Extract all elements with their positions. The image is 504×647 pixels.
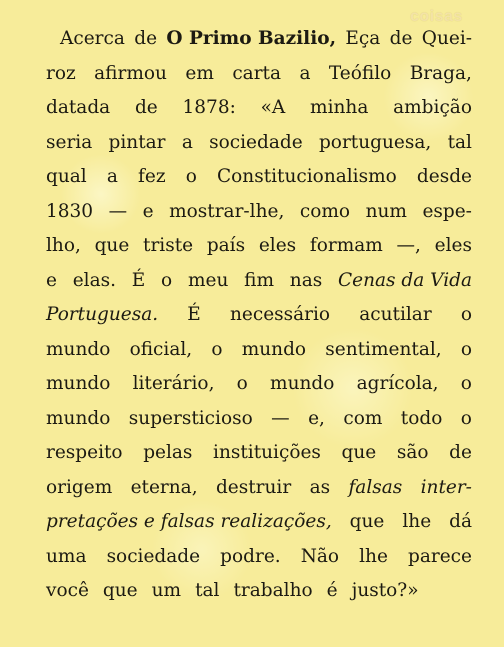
word: desde: [416, 166, 472, 187]
word: seria: [46, 131, 93, 153]
text-line-10: [46, 333, 472, 368]
text-line-15: [46, 505, 472, 540]
text-line-2: [46, 57, 472, 92]
word: a: [299, 62, 311, 84]
word: um: [151, 580, 182, 601]
word: pelas: [143, 442, 193, 463]
word: origem: [46, 476, 113, 498]
word: minha: [310, 97, 369, 118]
text-line-16: [46, 540, 472, 575]
word: que: [102, 580, 138, 601]
text-line-13: [46, 436, 472, 471]
word: eles: [434, 235, 472, 256]
word: mundo: [46, 407, 111, 429]
text-line-1: [46, 22, 472, 57]
word: mundo: [270, 373, 335, 394]
text-line-17: [46, 574, 472, 609]
word: sentimental,: [325, 338, 442, 360]
word: num: [365, 200, 407, 222]
word: as: [309, 476, 331, 498]
book-title-italic: Portuguesa.: [46, 304, 159, 325]
word: —,: [396, 235, 421, 256]
text-line-6: [46, 195, 472, 230]
emphasis-italic: pretações e falsas realizações,: [46, 511, 332, 532]
word: país: [206, 235, 246, 256]
quote-paragraph: [46, 22, 472, 609]
word: que: [349, 511, 385, 532]
word: o: [460, 373, 472, 394]
word: lhe: [359, 545, 388, 567]
text-line-11: [46, 367, 472, 402]
word: tal: [195, 580, 220, 601]
word: portuguesa,: [318, 131, 432, 153]
word: de: [449, 442, 472, 463]
word: nas: [289, 269, 323, 291]
word: —: [271, 407, 290, 429]
word: 1830: [46, 200, 94, 222]
emphasis-italic: inter-: [420, 476, 472, 498]
word: oficial,: [129, 338, 193, 360]
word: parece: [407, 545, 472, 567]
word: Braga,: [409, 62, 472, 84]
word: fim: [244, 269, 275, 291]
word: o: [211, 338, 223, 360]
word: agrícola,: [356, 373, 439, 394]
word: todo: [400, 407, 443, 429]
word: respeito: [46, 442, 123, 463]
word: tal: [447, 131, 472, 153]
word: o: [460, 304, 472, 325]
word: é: [326, 580, 338, 601]
word: lho,: [46, 235, 81, 256]
word: mundo: [46, 338, 111, 360]
word: Acerca: [60, 28, 125, 49]
word: justo?»: [351, 580, 419, 601]
word: em: [185, 62, 214, 84]
word: —: [108, 200, 128, 222]
word: mundo: [46, 373, 111, 394]
word: como: [299, 200, 351, 222]
word: Quei-: [421, 28, 472, 49]
word: Não: [300, 545, 340, 567]
word: trabalho: [233, 580, 313, 601]
text-line-7: [46, 229, 472, 264]
word: o: [460, 338, 472, 360]
word: É: [187, 304, 201, 325]
text-line-12: [46, 402, 472, 437]
word: com: [343, 407, 383, 429]
text-line-9: [46, 298, 472, 333]
word: o: [236, 373, 248, 394]
word: literário,: [132, 373, 215, 394]
word: e: [142, 200, 154, 222]
word: e,: [308, 407, 325, 429]
text-line-8: [46, 264, 472, 299]
word: mundo: [241, 338, 307, 360]
text-line-3: [46, 91, 472, 126]
word: a: [181, 131, 193, 153]
word: o: [185, 166, 197, 187]
word: destruir: [215, 476, 292, 498]
word: Eça: [345, 28, 381, 49]
word: datada: [46, 97, 111, 118]
word: podre.: [220, 545, 281, 567]
word: uma: [46, 545, 87, 567]
word: meu: [187, 269, 229, 291]
word: de: [134, 97, 158, 118]
word: sociedade: [209, 131, 303, 153]
word: pintar: [108, 131, 166, 153]
text-line-14: [46, 471, 472, 506]
word: afirmou: [94, 62, 167, 84]
text-line-4: [46, 126, 472, 161]
word: de: [134, 28, 158, 49]
word: que: [341, 442, 377, 463]
word: «A: [260, 97, 286, 118]
word: dá: [449, 511, 472, 532]
book-title-bold: O Primo Bazilio,: [166, 28, 337, 49]
book-title-italic: Cenas da Vida: [338, 269, 472, 291]
word: Constitucionalismo: [217, 166, 397, 187]
word: espe-: [422, 200, 472, 222]
word: eles: [258, 235, 297, 256]
word: eterna,: [130, 476, 198, 498]
word: mostrar-lhe,: [169, 200, 285, 222]
word: de: [389, 28, 413, 49]
word: Teófilo: [328, 62, 392, 84]
word: qual: [46, 166, 87, 187]
word: que: [94, 235, 130, 256]
word: supersticioso: [128, 407, 253, 429]
word: carta: [232, 62, 282, 84]
word: elas.: [72, 269, 116, 291]
word: roz: [46, 62, 76, 84]
word: É: [131, 269, 146, 291]
word: instituições: [213, 442, 321, 463]
word: o: [161, 269, 173, 291]
watermark-logo: coisas: [410, 8, 463, 25]
word: você: [46, 580, 89, 601]
word: necessário: [229, 304, 331, 325]
word: são: [396, 442, 429, 463]
text-line-5: [46, 160, 472, 195]
word: e: [46, 269, 57, 291]
word: acutilar: [359, 304, 432, 325]
word: ambição: [393, 97, 472, 118]
word: lhe: [402, 511, 432, 532]
word: a: [106, 166, 118, 187]
word: sociedade: [106, 545, 201, 567]
word: triste: [143, 235, 194, 256]
word: 1878:: [182, 97, 236, 118]
emphasis-italic: falsas: [348, 476, 403, 498]
word: formam: [309, 235, 383, 256]
word: fez: [138, 166, 166, 187]
word: o: [460, 407, 472, 429]
